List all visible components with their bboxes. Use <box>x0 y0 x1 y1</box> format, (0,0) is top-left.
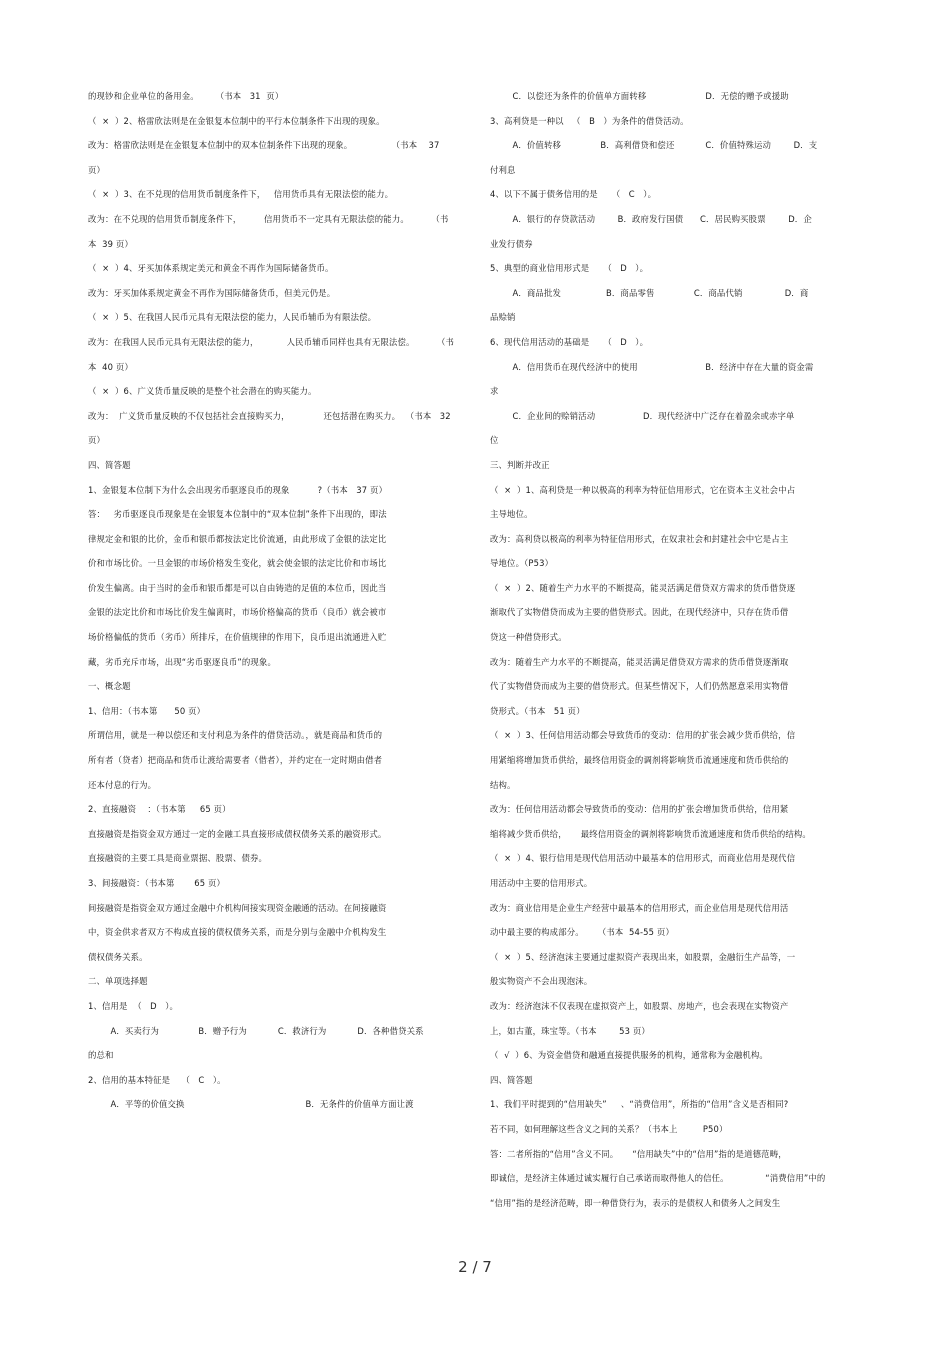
text-line: C．以偿还为条件的价值单方面转移 D．无偿的赠予或援助 <box>490 91 789 101</box>
text-line: 所谓信用，就是一种以偿还和支付利息为条件的借贷活动。，就是商品和货币的 <box>88 730 383 741</box>
text-line: 律规定金和银的比价，金币和银币都按法定比价流通，由此形成了金银的法定比 <box>88 533 387 544</box>
text-line: （ × ）3、任何信用活动都会导致货币的变动：信用的扩张会减少货币供给，信 <box>490 730 796 741</box>
text-line: 答：二者所指的“信用”含义不同。 “信用缺失”中的“信用”指的是道德范畴， <box>490 1148 787 1159</box>
text-line: 价发生偏离。由于当时的金币和银币都是可以自由铸造的足值的本位币，因此当 <box>88 582 387 593</box>
text-line: A．银行的存贷款活动 B．政府发行国债 C．居民购买股票 D．企 <box>490 213 812 224</box>
text-line: 本 39 页） <box>88 238 133 249</box>
text-line: A．商品批发 B．商品零售 C．商品代销 D．商 <box>490 287 809 298</box>
text-line: 主导地位。 <box>490 509 533 520</box>
text-line: 位 <box>490 435 499 446</box>
text-line: 代了实物借贷而成为主要的借贷形式。但某些情况下，人们仍然愿意采用实物借 <box>490 681 789 692</box>
text-line: 付利息 <box>490 164 516 175</box>
text-line: 4、以下不属于债务信用的是 （ C ）。 <box>490 189 657 200</box>
text-line: 5、典型的商业信用形式是 （ D ）。 <box>490 263 649 274</box>
text-line: 本 40 页） <box>88 361 133 372</box>
text-line: （ × ）6、广义货币量反映的是整个社会潜在的购买能力。 <box>88 386 317 397</box>
text-line: （ × ）5、在我国人民币元具有无限法偿的能力，人民币辅币为有限法偿。 <box>88 312 377 323</box>
text-line: A．信用货币在现代经济中的使用 B．经济中存在大量的资金需 <box>490 361 814 372</box>
text-line: 页） <box>88 435 106 446</box>
text-line: 藏，劣币充斥市场，出现“劣币驱逐良币”的现象。 <box>88 656 277 667</box>
text-line: 三、判断并改正 <box>490 459 550 470</box>
text-line: 业发行债券 <box>490 238 533 249</box>
text-line: （ × ）3、在不兑现的信用货币制度条件下， 信用货币具有无限法偿的能力。 <box>88 189 394 200</box>
text-line: “信用”指的是经济范畴，即一种借贷行为，表示的是债权人和债务人之间发生 <box>490 1197 781 1208</box>
text-line: 即诚信，是经济主体通过诚实履行自己承诺而取得他人的信任。 “消费信用”中的 <box>490 1173 826 1184</box>
text-line: 改为：在我国人民币元具有无限法偿的能力， 人民币辅币同样也具有无限法偿。 （书 <box>88 336 455 347</box>
text-line: C．企业间的赊销活动 D．现代经济中广泛存在着盈余或赤字单 <box>490 410 795 421</box>
text-line: 还本付息的行为。 <box>88 779 157 790</box>
text-line: 般实物资产不会出现泡沫。 <box>490 976 593 987</box>
text-line: 改为：高利贷以极高的利率为特征信用形式，在奴隶社会和封建社会中它是占主 <box>490 533 789 544</box>
text-line: 贷这一种借贷形式。 <box>490 632 567 643</box>
text-line: （ × ）2、随着生产力水平的不断提高，能灵活满足借贷双方需求的货币借贷逐 <box>490 582 796 593</box>
text-line: 1、信用是 （ D ）。 <box>88 1000 179 1011</box>
text-line: 场价格偏低的货币（劣币）所排斥，在价值规律的作用下，良币退出流通进入贮 <box>88 632 387 643</box>
text-line: 页） <box>88 164 106 175</box>
text-line: A．买卖行为 B．赠予行为 C．救济行为 D．各种借贷关系 <box>88 1025 424 1036</box>
text-line: 1、金银复本位制下为什么会出现劣币驱逐良币的现象 ?（书本 37 页） <box>88 484 388 495</box>
text-line: 导地位。（P53） <box>490 558 554 569</box>
text-line: 直接融资的主要工具是商业票据、股票、债券。 <box>88 853 268 864</box>
text-line: 改为：经济泡沫不仅表现在虚拟资产上，如股票、房地产，也会表现在实物资产 <box>490 1000 789 1011</box>
text-line: 改为： 广义货币量反映的不仅包括社会直接购买力， 还包括潜在购买力。 （书本 32 <box>88 410 451 421</box>
text-line: 上，如古董，珠宝等。（书本 53 页） <box>490 1025 650 1036</box>
text-line: （ √ ）6、为资金借贷和融通直接提供服务的机构，通常称为金融机构。 <box>490 1050 768 1061</box>
right-column <box>490 84 868 1215</box>
text-line: 直接融资是指资金双方通过一定的金融工具直接形成债权债务关系的融资形式。 <box>88 828 387 839</box>
text-line: 的现钞和企业单位的备用金。 （书本 31 页） <box>88 91 284 101</box>
text-line: （ × ）1、高利贷是一种以极高的利率为特征信用形式，它在资本主义社会中占 <box>490 484 796 495</box>
text-line: 债权债务关系。 <box>88 951 148 962</box>
text-line: 四、简答题 <box>490 1074 533 1085</box>
text-line: 答： 劣币驱逐良币现象是在金银复本位制中的“双本位制”条件下出现的，即法 <box>88 509 387 520</box>
text-line: A．平等的价值交换 B．无条件的价值单方面让渡 <box>88 1099 414 1110</box>
text-line: 2、直接融资 ：（书本第 65 页） <box>88 804 231 815</box>
text-line: 改为：任何信用活动都会导致货币的变动：信用的扩张会增加货币供给，信用紧 <box>490 804 789 815</box>
text-line: 若不同，如何理解这些含义之间的关系？（书本上 P50） <box>490 1123 728 1134</box>
text-line: 1、我们平时提到的“信用缺失” 、“消费信用”，所指的“信用”含义是否相同? <box>490 1099 789 1110</box>
text-line: 改为：商业信用是企业生产经营中最基本的信用形式，而企业信用是现代信用活 <box>490 902 789 913</box>
text-line: 改为：格雷欣法则是在金银复本位制中的双本位制条件下出现的现象。 （书本 37 <box>88 140 440 151</box>
text-line: 的总和 <box>88 1050 114 1061</box>
text-line: 渐取代了实物借贷而成为主要的借贷形式。因此，在现代经济中，只存在货币借 <box>490 607 789 618</box>
text-line: 1、信用：（书本第 50 页） <box>88 705 206 716</box>
text-line: 贷形式。（书本 51 页） <box>490 705 585 716</box>
text-line: 一、概念题 <box>88 681 131 692</box>
text-line: 用紧缩将增加货币供给，最终信用资金的调剂将影响货币流通速度和货币供给的 <box>490 755 789 766</box>
text-line: 价和市场比价。一旦金银的市场价格发生变化，就会使金银的法定比价和市场比 <box>88 558 387 569</box>
text-line: A．价值转移 B．高利借贷和偿还 C．价值特殊运动 D．支 <box>490 140 818 151</box>
text-line: 动中最主要的构成部分。 （书本 54-55 页） <box>490 927 674 938</box>
left-column <box>88 84 460 1117</box>
text-line: 改为：牙买加体系规定黄金不再作为国际储备货币，但美元仍是。 <box>88 287 336 298</box>
text-line: 求 <box>490 386 499 397</box>
text-line: 品赊销 <box>490 312 516 323</box>
text-line: 3、高利贷是一种以 （ B ）为条件的借贷活动。 <box>490 115 689 126</box>
text-line: 四、简答题 <box>88 459 131 470</box>
text-line: 缩将减少货币供给， 最终信用资金的调剂将影响货币流通速度和货币供给的结构。 <box>490 828 811 839</box>
text-line: 二、单项选择题 <box>88 976 148 987</box>
text-line: （ × ）5、经济泡沫主要通过虚拟资产表现出来，如股票，金融衍生产品等，一 <box>490 951 796 962</box>
text-line: 6、现代信用活动的基础是 （ D ）。 <box>490 336 649 347</box>
text-line: 所有者（贷者）把商品和货币让渡给需要者（借者），并约定在一定时期由借者 <box>88 755 383 766</box>
text-line: 中，资金供求者双方不构成直接的债权债务关系，而是分别与金融中介机构发生 <box>88 927 387 938</box>
text-line: 改为：在不兑现的信用货币制度条件下， 信用货币不一定具有无限法偿的能力。 （书 <box>88 213 449 224</box>
text-line: 间接融资是指资金双方通过金融中介机构间接实现资金融通的活动。在间接融资 <box>88 902 387 913</box>
text-line: 改为：随着生产力水平的不断提高，能灵活满足借贷双方需求的货币借贷逐渐取 <box>490 656 789 667</box>
page-number: 2 / 7 <box>458 1258 492 1276</box>
text-line: 3、间接融资：（书本第 65 页） <box>88 878 226 888</box>
text-line: 结构。 <box>490 779 516 790</box>
text-line: 金银的法定比价和市场比价发生偏离时，市场价格偏高的货币（良币）就会被市 <box>88 607 387 618</box>
text-line: 2、信用的基本特征是 （ C ）。 <box>88 1074 226 1085</box>
text-line: （ × ）2、格雷欣法则是在金银复本位制中的平行本位制条件下出现的现象。 <box>88 115 385 126</box>
text-line: （ × ）4、银行信用是现代信用活动中最基本的信用形式，而商业信用是现代信 <box>490 853 796 864</box>
text-line: 用活动中主要的信用形式。 <box>490 878 593 888</box>
text-line: （ × ）4、牙买加体系规定美元和黄金不再作为国际储备货币。 <box>88 263 334 274</box>
